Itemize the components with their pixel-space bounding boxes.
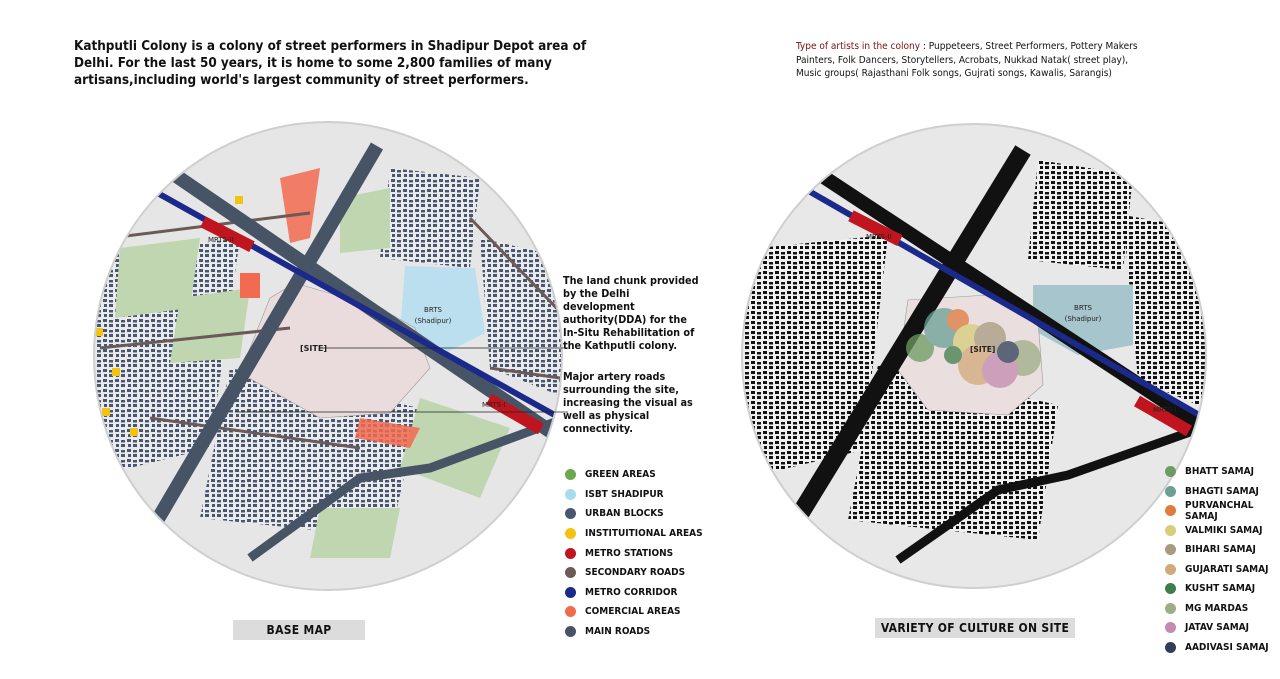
legend-dot [1165,486,1176,497]
legend-item: URBAN BLOCKS [565,504,703,524]
legend-item: KUSHT SAMAJ [1165,579,1280,599]
legend-dot [565,606,576,617]
culture-map [738,120,1210,592]
legend-item: JATAV SAMAJ [1165,618,1280,638]
land-note: The land chunk provided by the Delhi development authority(DDA) for the In-Situ Rehabilitation of the Kathputli colony. [563,274,699,352]
legend-dot [565,489,576,500]
legend-dot [565,626,576,637]
legend-dot [1165,583,1176,594]
legend-item: PURVANCHAL SAMAJ [1165,501,1280,521]
brts-label: BRTS [424,306,442,314]
legend-dot [565,528,576,539]
mrts-top-label: MRTS-II [208,236,234,244]
legend-dot [565,548,576,559]
legend-dot [1165,466,1176,477]
base-map-caption: BASE MAP [233,620,365,640]
bubble-kusht [944,346,962,364]
legend-dot [1165,603,1176,614]
legend-item: COMERCIAL AREAS [565,602,703,622]
mrts-top-label: MRTS-II [866,233,892,241]
legend-item: BHAGTI SAMAJ [1165,482,1280,502]
legend-dot [565,567,576,578]
legend-dot [1165,525,1176,536]
legend-item: MAIN ROADS [565,622,703,642]
site-label: [SITE] [970,345,996,354]
legend-item: GREEN AREAS [565,465,703,485]
legend-item: METRO STATIONS [565,543,703,563]
legend-dot [1165,505,1176,516]
legend-dot [565,508,576,519]
legend-dot [1165,564,1176,575]
brts-label: BRTS [1074,304,1092,312]
brts-sub-label: (Shadipur) [1064,315,1102,323]
legend-item: BIHARI SAMAJ [1165,540,1280,560]
intro-paragraph: Kathputli Colony is a colony of street performers in Shadipur Depot area of Delhi. For the last 50 years, it is home to some 2,800 families of many artisans,including world's largest community of street performers. [74,39,587,88]
legend-dot [1165,642,1176,653]
legend-dot [1165,544,1176,555]
artists-body: : Puppeteers, Street Performers, Pottery Makers Painters, Folk Dancers, Storytellers, Acrobats, Nukkad Natak( street play), Music groups( Rajasthani Folk songs, Gujrati songs, Kawalis, Sarangis) [796,41,1138,79]
legend-item: GUJARATI SAMAJ [1165,560,1280,580]
legend-item: INSTITUITIONAL AREAS [565,524,703,544]
legend-dot [565,587,576,598]
legend-item: VALMIKI SAMAJ [1165,521,1280,541]
mrts-bottom-label: MRTS-I [482,401,506,409]
site-label: [SITE] [300,344,327,353]
legend-dot [1165,622,1176,633]
base-map-legend [565,465,703,641]
artists-heading: Type of artists in the colony [796,41,921,52]
brts-sub-label: (Shadipur) [414,317,452,325]
legend-item: METRO CORRIDOR [565,583,703,603]
legend-item: ISBT SHADIPUR [565,485,703,505]
legend-dot [565,469,576,480]
legend-item: AADIVASI SAMAJ [1165,638,1280,658]
legend-item: SECONDARY ROADS [565,563,703,583]
roads-note: Major artery roads surrounding the site, increasing the visual as well as physical connectivity. [563,370,693,435]
bubble-aadivasi [997,341,1019,363]
legend-item: BHATT SAMAJ [1165,462,1280,482]
culture-legend [1165,462,1280,657]
legend-item: MG MARDAS [1165,599,1280,619]
urban-blocks-north [1028,160,1133,270]
culture-map-caption: VARIETY OF CULTURE ON SITE [875,618,1075,638]
mrts-bottom-label: MRTS-I [1153,406,1177,414]
